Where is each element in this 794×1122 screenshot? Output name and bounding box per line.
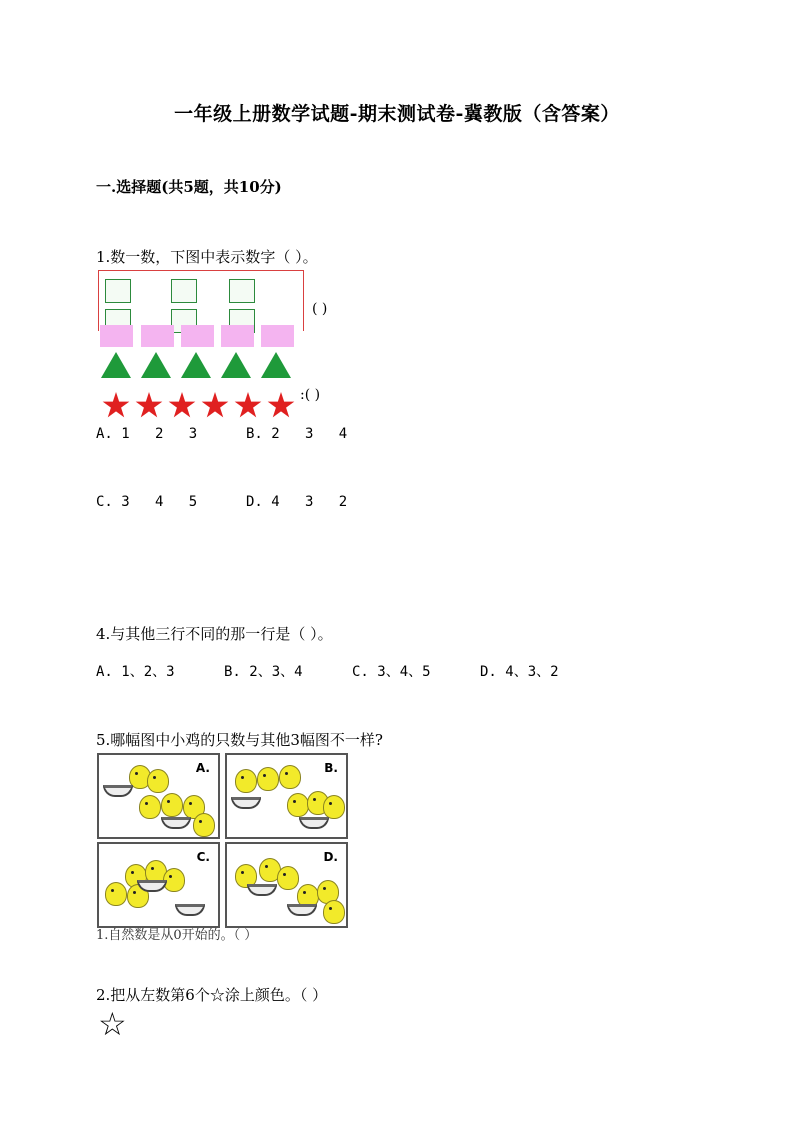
option-values: 2 3 4 bbox=[271, 426, 348, 442]
chick-icon bbox=[147, 769, 169, 793]
chick-icon bbox=[323, 795, 345, 819]
chick-panel-c bbox=[97, 842, 220, 928]
option-label: C. bbox=[96, 494, 113, 510]
star-shape bbox=[169, 392, 196, 417]
option-c[interactable] bbox=[352, 661, 431, 681]
shapes-figure bbox=[98, 350, 308, 422]
chick-icon bbox=[277, 866, 299, 890]
star-shape bbox=[103, 392, 130, 417]
pink-square bbox=[181, 325, 214, 347]
star-shape bbox=[268, 392, 295, 417]
option-values: 4、3、2 bbox=[505, 664, 559, 680]
option-values: 1 2 3 bbox=[121, 426, 198, 442]
triangle-shape bbox=[261, 352, 291, 378]
option-label: B. bbox=[246, 426, 263, 442]
bowl-icon bbox=[231, 797, 261, 809]
star-shape bbox=[202, 392, 229, 417]
pink-square bbox=[141, 325, 174, 347]
question-4-stem: 4.与其他三行不同的那一行是（ ）。 bbox=[96, 625, 333, 643]
pink-square bbox=[261, 325, 294, 347]
bowl-icon bbox=[103, 785, 133, 797]
chick-icon bbox=[161, 793, 183, 817]
house-icon bbox=[105, 279, 131, 303]
bowl-icon bbox=[247, 884, 277, 896]
house-icon bbox=[171, 279, 197, 303]
bowl-icon bbox=[287, 904, 317, 916]
chick-panel-b bbox=[225, 753, 348, 839]
option-values: 3、4、5 bbox=[377, 664, 431, 680]
chick-icon bbox=[105, 882, 127, 906]
triangle-shape bbox=[221, 352, 251, 378]
option-label: A. bbox=[96, 426, 113, 442]
chick-panel-d bbox=[225, 842, 348, 928]
option-values: 2、3、4 bbox=[249, 664, 303, 680]
houses-figure bbox=[98, 270, 304, 331]
section-heading: 一.选择题(共5题，共10分) bbox=[96, 178, 282, 196]
chick-panel-a bbox=[97, 753, 220, 839]
option-label: A. bbox=[96, 664, 113, 680]
document-title: 一年级上册数学试题-期末测试卷-冀教版（含答案） bbox=[174, 103, 620, 125]
triangle-shape bbox=[141, 352, 171, 378]
chick-icon bbox=[287, 793, 309, 817]
question-1-stem: 1.数一数，下图中表示数字（ ）。 bbox=[96, 248, 318, 266]
panel-label: A. bbox=[195, 761, 210, 775]
answer-blank: ( ) bbox=[312, 301, 328, 317]
option-d[interactable] bbox=[480, 661, 559, 681]
option-b[interactable] bbox=[246, 426, 347, 442]
option-b[interactable] bbox=[224, 661, 303, 681]
option-a[interactable] bbox=[96, 426, 197, 442]
panel-label: C. bbox=[196, 850, 210, 864]
triangle-shape bbox=[101, 352, 131, 378]
option-d[interactable] bbox=[246, 494, 347, 510]
option-c[interactable] bbox=[96, 494, 197, 510]
option-values: 3 4 5 bbox=[121, 494, 198, 510]
question-5-stem: 5.哪幅图中小鸡的只数与其他3幅图不一样? bbox=[96, 731, 383, 749]
chick-icon bbox=[257, 767, 279, 791]
chick-icon bbox=[323, 900, 345, 924]
triangle-shape bbox=[181, 352, 211, 378]
bowl-icon bbox=[299, 817, 329, 829]
bowl-icon bbox=[175, 904, 205, 916]
chick-icon bbox=[193, 813, 215, 837]
option-a[interactable] bbox=[96, 661, 175, 681]
pink-square bbox=[221, 325, 254, 347]
chick-icon bbox=[139, 795, 161, 819]
star-icon[interactable]: ☆ bbox=[98, 1005, 127, 1043]
overlapped-question-text: 1.自然数是从0开始的。（ ） bbox=[96, 928, 258, 943]
option-label: B. bbox=[224, 664, 241, 680]
answer-blank: :( ) bbox=[300, 387, 321, 403]
pink-square bbox=[100, 325, 133, 347]
star-shape bbox=[235, 392, 262, 417]
option-label: C. bbox=[352, 664, 369, 680]
panel-label: D. bbox=[323, 850, 338, 864]
option-values: 1、2、3 bbox=[121, 664, 175, 680]
option-label: D. bbox=[246, 494, 263, 510]
chick-icon bbox=[235, 769, 257, 793]
question-2-stem: 2.把从左数第6个☆涂上颜色。（ ） bbox=[96, 986, 328, 1004]
bowl-icon bbox=[161, 817, 191, 829]
option-label: D. bbox=[480, 664, 497, 680]
panel-label: B. bbox=[324, 761, 338, 775]
house-icon bbox=[229, 279, 255, 303]
option-values: 4 3 2 bbox=[271, 494, 348, 510]
star-shape bbox=[136, 392, 163, 417]
chick-icon bbox=[279, 765, 301, 789]
